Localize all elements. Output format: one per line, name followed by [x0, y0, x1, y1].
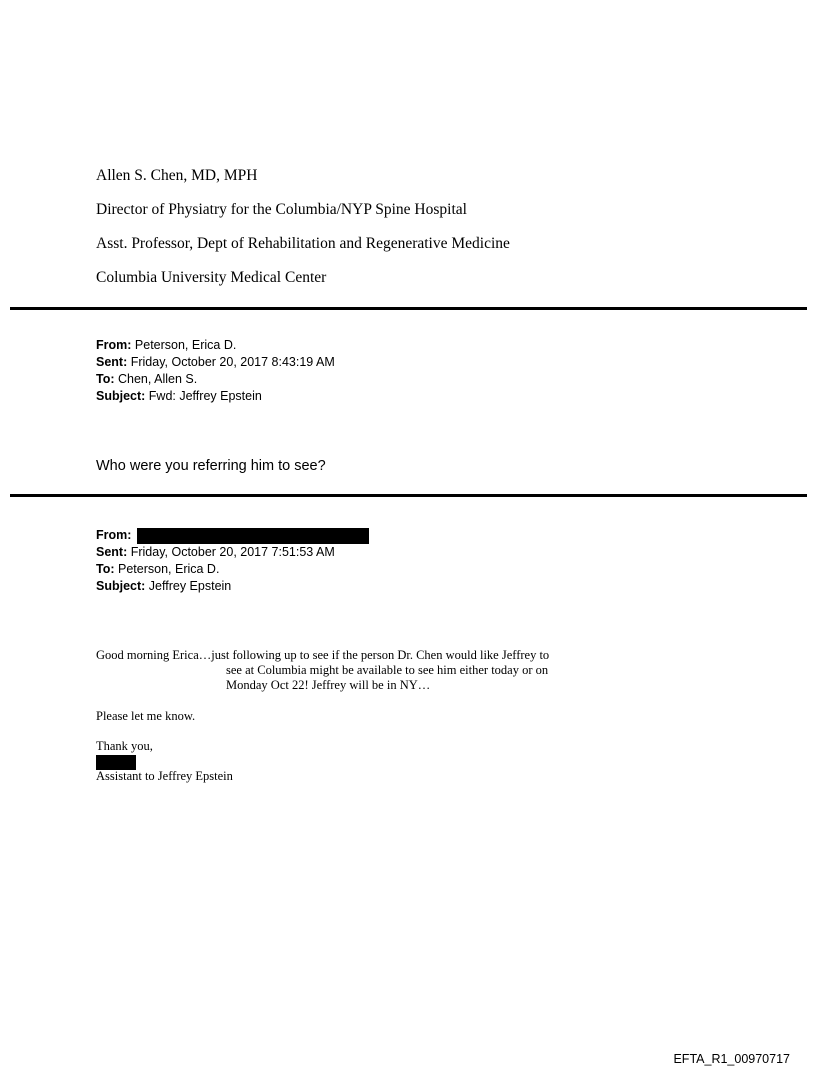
email1-header [96, 337, 335, 405]
email1-from-label: From: [96, 338, 132, 352]
email2-to-row [96, 561, 369, 578]
email2-to-label: To: [96, 562, 115, 576]
signature-title-2: Asst. Professor, Dept of Rehabilitation and Regenerative Medicine [96, 235, 510, 252]
email2-sent-row [96, 544, 369, 561]
email1-subject-label: Subject: [96, 389, 146, 403]
email1-sent-label: Sent: [96, 355, 128, 369]
email1-body: Who were you referring him to see? [96, 458, 326, 474]
email2-subject-row [96, 578, 369, 595]
email2-to-value: Peterson, Erica D. [118, 562, 220, 576]
email2-from-label: From: [96, 528, 132, 542]
signature-title-1: Director of Physiatry for the Columbia/NYP Spine Hospital [96, 201, 467, 218]
divider-rule-2 [10, 494, 807, 497]
email2-header [96, 527, 369, 595]
email2-signoff: Assistant to Jeffrey Epstein [96, 769, 233, 783]
email2-closing-2: Thank you, [96, 739, 153, 753]
email2-subject-value: Jeffrey Epstein [148, 579, 232, 593]
divider-rule-1 [10, 307, 807, 310]
document-id: EFTA_R1_00970717 [673, 1052, 790, 1066]
email1-from-row [96, 337, 335, 354]
redaction-bar-signature [96, 755, 136, 770]
email2-sent-value: Friday, October 20, 2017 7:51:53 AM [130, 545, 335, 559]
email2-subject-label: Subject: [96, 579, 146, 593]
email1-sent-row [96, 354, 335, 371]
email1-to-value: Chen, Allen S. [118, 372, 198, 386]
email2-body-line-1: Good morning Erica…just following up to see if the person Dr. Chen would like Jeffrey to [96, 648, 550, 662]
signature-name: Allen S. Chen, MD, MPH [96, 167, 258, 184]
email1-from-value: Peterson, Erica D. [134, 338, 237, 352]
redaction-bar [137, 528, 369, 544]
email2-from-row [96, 527, 369, 544]
email1-subject-value: Fwd: Jeffrey Epstein [148, 389, 262, 403]
signature-org: Columbia University Medical Center [96, 269, 327, 286]
email2-body-line-2: see at Columbia might be available to see him either today or on [226, 663, 549, 677]
email1-to-label: To: [96, 372, 115, 386]
email2-body-line-3: Monday Oct 22! Jeffrey will be in NY… [226, 678, 431, 692]
email1-subject-row [96, 388, 335, 405]
email1-to-row [96, 371, 335, 388]
email1-sent-value: Friday, October 20, 2017 8:43:19 AM [130, 355, 335, 369]
email2-sent-label: Sent: [96, 545, 128, 559]
email2-closing-1: Please let me know. [96, 709, 196, 723]
